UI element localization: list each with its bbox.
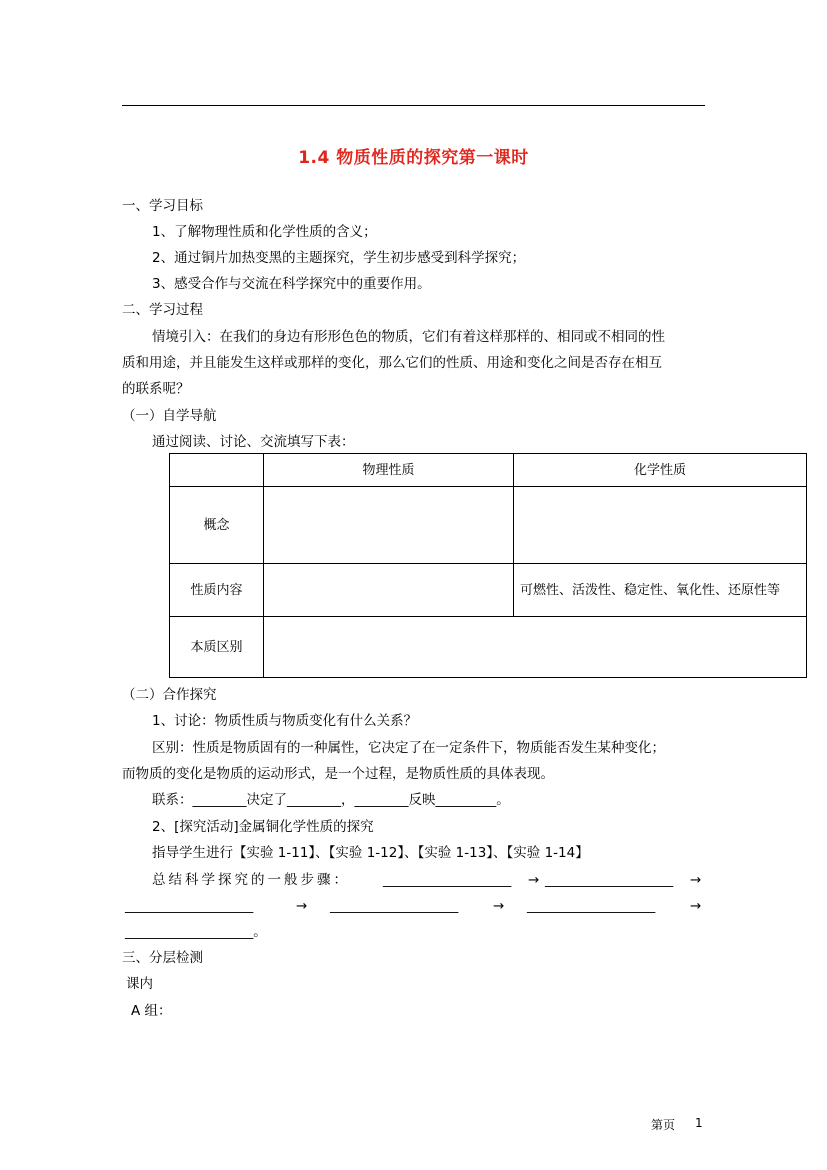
intro-line-2: 质和用途，并且能发生这样或那样的变化，那么它们的性质、用途和变化之间是否存在相互	[122, 355, 662, 371]
page-title: 1.4 物质性质的探究第一课时	[298, 148, 529, 168]
row-label-content: 性质内容	[170, 564, 264, 617]
page-label: 第页	[651, 1118, 676, 1132]
section2-heading: 二、学习过程	[122, 302, 203, 318]
difference-line-1: 区别：性质是物质固有的一种属性，它决定了在一定条件下，物质能否发生某种变化；	[152, 740, 665, 756]
guide-line: 指导学生进行【实验 1-11】、【实验 1-12】、【实验 1-13】、【实验 1-14】	[152, 845, 589, 861]
summary-blank-end: ___________________。	[125, 924, 267, 940]
intro-line-1: 情境引入：在我们的身边有形形色色的物质，它们有着这样那样的、相同或不相同的性	[152, 329, 665, 345]
table-row-content	[170, 564, 807, 617]
table-header-row	[170, 454, 807, 487]
table-header-empty	[170, 454, 264, 487]
summary-label: 总结科学探究的一般步骤：	[152, 872, 350, 888]
activity-title: 2、[探究活动]金属铜化学性质的探究	[152, 819, 374, 835]
summary-arrow-2: →	[690, 872, 702, 888]
cell-content-chemical: 可燃性、活泼性、稳定性、氧化性、还原性等	[514, 564, 807, 617]
table-instruction: 通过阅读、讨论、交流填写下表：	[152, 434, 355, 450]
summary-arrow-3: →	[296, 898, 308, 914]
section1-heading: 一、学习目标	[122, 198, 203, 214]
page-number: 1	[695, 1116, 703, 1130]
properties-table	[169, 453, 807, 678]
intro-line-3: 的联系呢？	[122, 381, 190, 397]
summary-blank-5: ___________________	[527, 898, 656, 914]
table-row-concept	[170, 487, 807, 564]
header-rule	[122, 105, 705, 106]
summary-arrow-5: →	[690, 898, 702, 914]
cell-concept-chemical	[514, 487, 807, 564]
row-label-concept: 概念	[170, 487, 264, 564]
summary-arrow-4: →	[493, 898, 505, 914]
sub1-heading: （一）自学导航	[122, 408, 217, 424]
summary-arrow-1: →	[528, 872, 540, 888]
discussion-question: 1、讨论：物质性质与物质变化有什么关系？	[152, 713, 418, 729]
objective-item-1: 1、了解物理性质和化学性质的含义；	[152, 224, 377, 240]
section3-in-class: 课内	[126, 976, 153, 992]
sub2-heading: （二）合作探究	[122, 687, 217, 703]
objective-item-3: 3、感受合作与交流在科学探究中的重要作用。	[152, 276, 431, 292]
summary-blank-1: ___________________	[383, 872, 512, 888]
relation-line: 联系：________决定了________，________反映_________。	[152, 792, 510, 808]
cell-concept-physical	[264, 487, 514, 564]
table-header-physical: 物理性质	[264, 454, 514, 487]
section3-heading: 三、分层检测	[122, 950, 203, 966]
summary-blank-3: ___________________	[125, 898, 254, 914]
section3-group-a: A 组：	[131, 1003, 172, 1019]
cell-difference-merged	[264, 617, 807, 678]
table-row-difference	[170, 617, 807, 678]
summary-blank-4: ___________________	[330, 898, 459, 914]
row-label-difference: 本质区别	[170, 617, 264, 678]
table-header-chemical: 化学性质	[514, 454, 807, 487]
summary-blank-2: ___________________	[545, 872, 674, 888]
objective-item-2: 2、通过铜片加热变黑的主题探究，学生初步感受到科学探究；	[152, 250, 526, 266]
difference-line-2: 而物质的变化是物质的运动形式，是一个过程，是物质性质的具体表现。	[122, 766, 554, 782]
cell-content-physical	[264, 564, 514, 617]
